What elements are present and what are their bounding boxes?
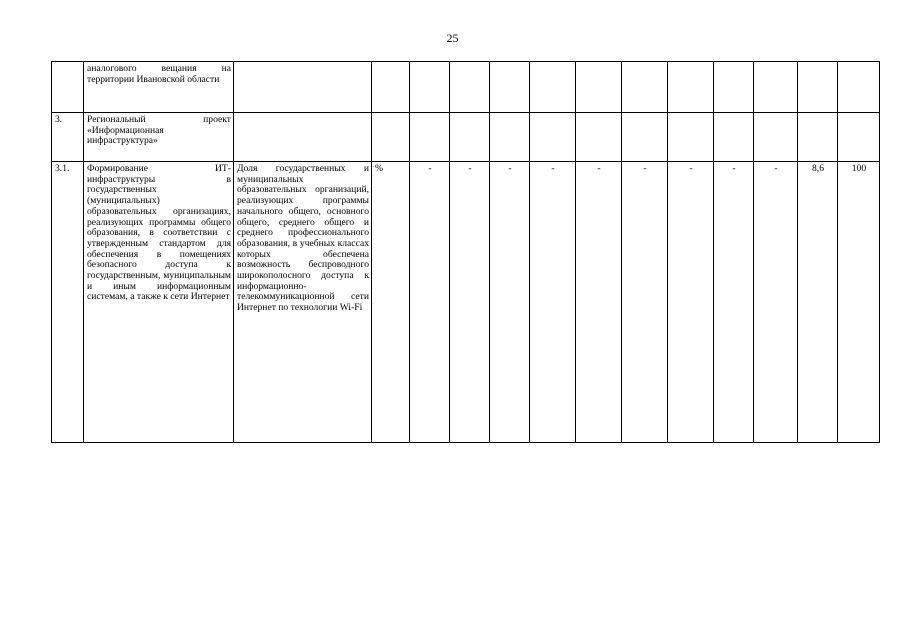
row-number-cell: 3.1. <box>52 162 84 443</box>
event-name-cell: Формирование ИТ-инфраструктуры в государственных (муниципальных) образовательных организациях, реализующих программы общего образования, в соответствии с утвержденным стандартом для обеспечения в помещениях безопасного доступа к государственным, муниципальным и иным информационным системам, а также к сети Интернет <box>84 162 234 443</box>
value-cell <box>622 113 668 162</box>
event-name-cell: аналогового вещания на территории Ивановской области <box>84 62 234 113</box>
value-cell <box>754 113 798 162</box>
value-cell <box>714 113 754 162</box>
table-row <box>52 113 880 162</box>
value-cell <box>530 62 576 113</box>
value-cell: - <box>714 162 754 443</box>
row-number-cell: 3. <box>52 113 84 162</box>
value-cell <box>622 62 668 113</box>
value-cell <box>838 62 880 113</box>
indicators-table <box>51 61 880 443</box>
page-number: 25 <box>446 31 459 45</box>
value-cell: - <box>530 162 576 443</box>
indicator-cell <box>234 113 372 162</box>
value-cell: - <box>576 162 622 443</box>
row-number-cell <box>52 62 84 113</box>
value-cell <box>576 62 622 113</box>
indicator-cell: Доля государственных и муниципальных образовательных организаций, реализующих программы начального общего, основного общего, среднего общего и среднего профессионального образования, в учебных классах которых обеспечена возможность беспроводного широкополосного доступа к информационно-телекоммуникационной сети Интернет по технологии Wi-Fi <box>234 162 372 443</box>
indicator-cell <box>234 62 372 113</box>
value-cell <box>410 113 450 162</box>
value-cell: - <box>668 162 714 443</box>
value-cell <box>668 113 714 162</box>
value-cell: - <box>410 162 450 443</box>
value-cell <box>714 62 754 113</box>
value-cell: - <box>490 162 530 443</box>
unit-cell <box>372 113 410 162</box>
value-cell <box>798 113 838 162</box>
value-cell <box>530 113 576 162</box>
value-cell: - <box>622 162 668 443</box>
table-row <box>52 162 880 443</box>
value-cell <box>754 62 798 113</box>
event-name-cell: Региональный проект «Информационная инфраструктура» <box>84 113 234 162</box>
value-cell: 8,6 <box>798 162 838 443</box>
value-cell: - <box>450 162 490 443</box>
value-cell <box>450 113 490 162</box>
value-cell: 100 <box>838 162 880 443</box>
value-cell <box>798 62 838 113</box>
value-cell <box>490 113 530 162</box>
unit-cell: % <box>372 162 410 443</box>
value-cell <box>576 113 622 162</box>
value-cell: - <box>754 162 798 443</box>
value-cell <box>668 62 714 113</box>
value-cell <box>450 62 490 113</box>
table-row <box>52 62 880 113</box>
value-cell <box>410 62 450 113</box>
value-cell <box>838 113 880 162</box>
unit-cell <box>372 62 410 113</box>
value-cell <box>490 62 530 113</box>
